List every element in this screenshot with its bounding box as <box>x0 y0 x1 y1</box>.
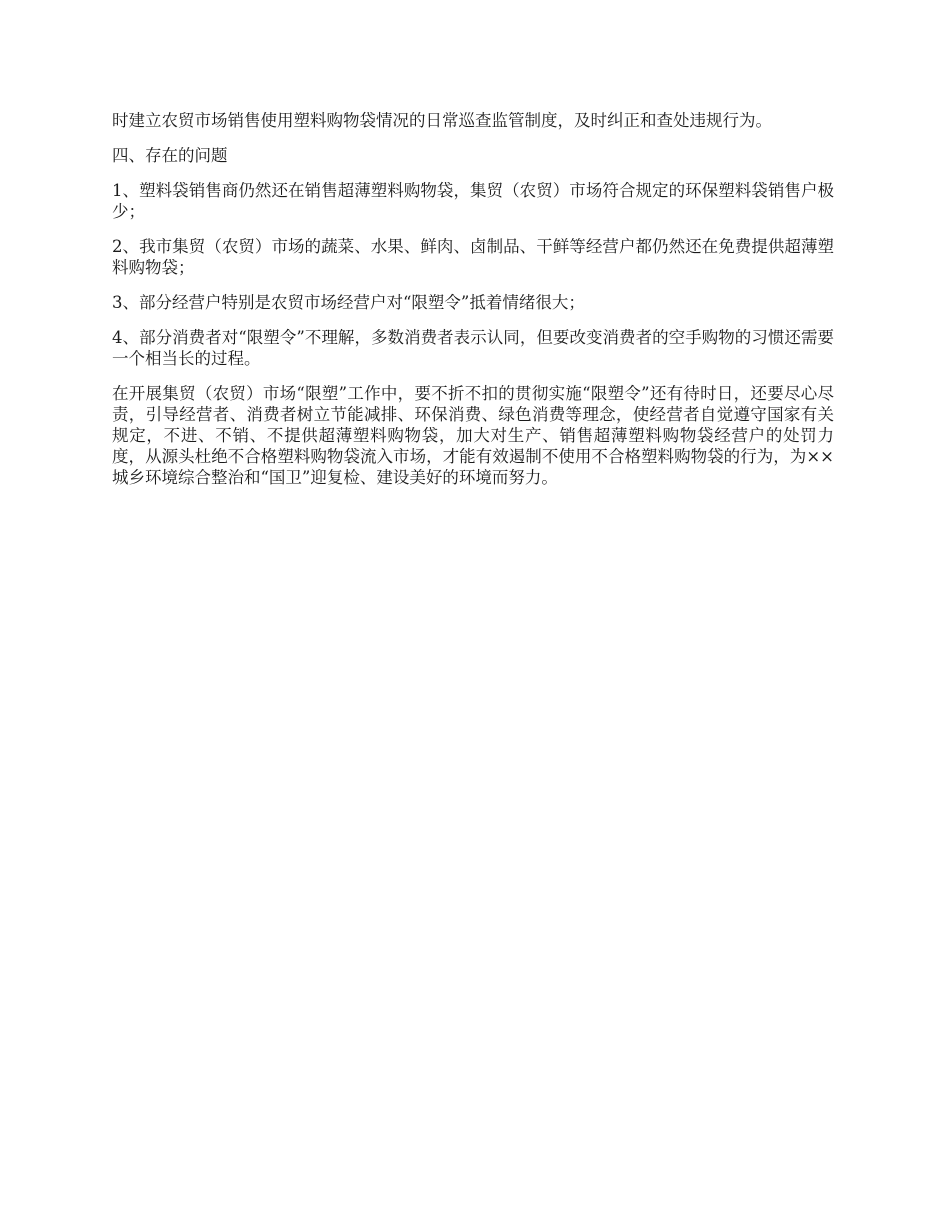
list-item-problem-3: 3、部分经营户特别是农贸市场经营户对“限塑令”抵着情绪很大； <box>112 293 585 312</box>
section-heading-problems: 四、存在的问题 <box>112 146 228 165</box>
paragraph-supervision-continuation: 时建立农贸市场销售使用塑料购物袋情况的日常巡查监管制度，及时纠正和查处违规行为。 <box>112 111 772 130</box>
list-item-problem-4: 4、部分消费者对“限塑令”不理解，多数消费者表示认同，但要改变消费者的空手购物的习惯还需要一个相当长的过程。 <box>112 328 834 368</box>
paragraph-conclusion: 在开展集贸（农贸）市场“限塑”工作中，要不折不扣的贯彻实施“限塑令”还有待时日，还要尽心尽责，引导经营者、消费者树立节能减排、环保消费、绿色消费等理念，使经营者自觉遵守国家有关规定，不进、不销、不提供超薄塑料购物袋，加大对生产、销售超薄塑料购物袋经营户的处罚力度，从源头杜绝不合格塑料购物袋流入市场，才能有效遏制不使用不合格塑料购物袋的行为，为××城乡环境综合整治和“国卫”迎复检、建设美好的环境而努力。 <box>112 384 834 487</box>
list-item-problem-2: 2、我市集贸（农贸）市场的蔬菜、水果、鲜肉、卤制品、干鲜等经营户都仍然还在免费提供超薄塑料购物袋； <box>112 237 834 277</box>
document-body <box>112 110 834 502</box>
list-item-problem-1: 1、塑料袋销售商仍然还在销售超薄塑料购物袋，集贸（农贸）市场符合规定的环保塑料袋销售户极少； <box>112 181 834 221</box>
